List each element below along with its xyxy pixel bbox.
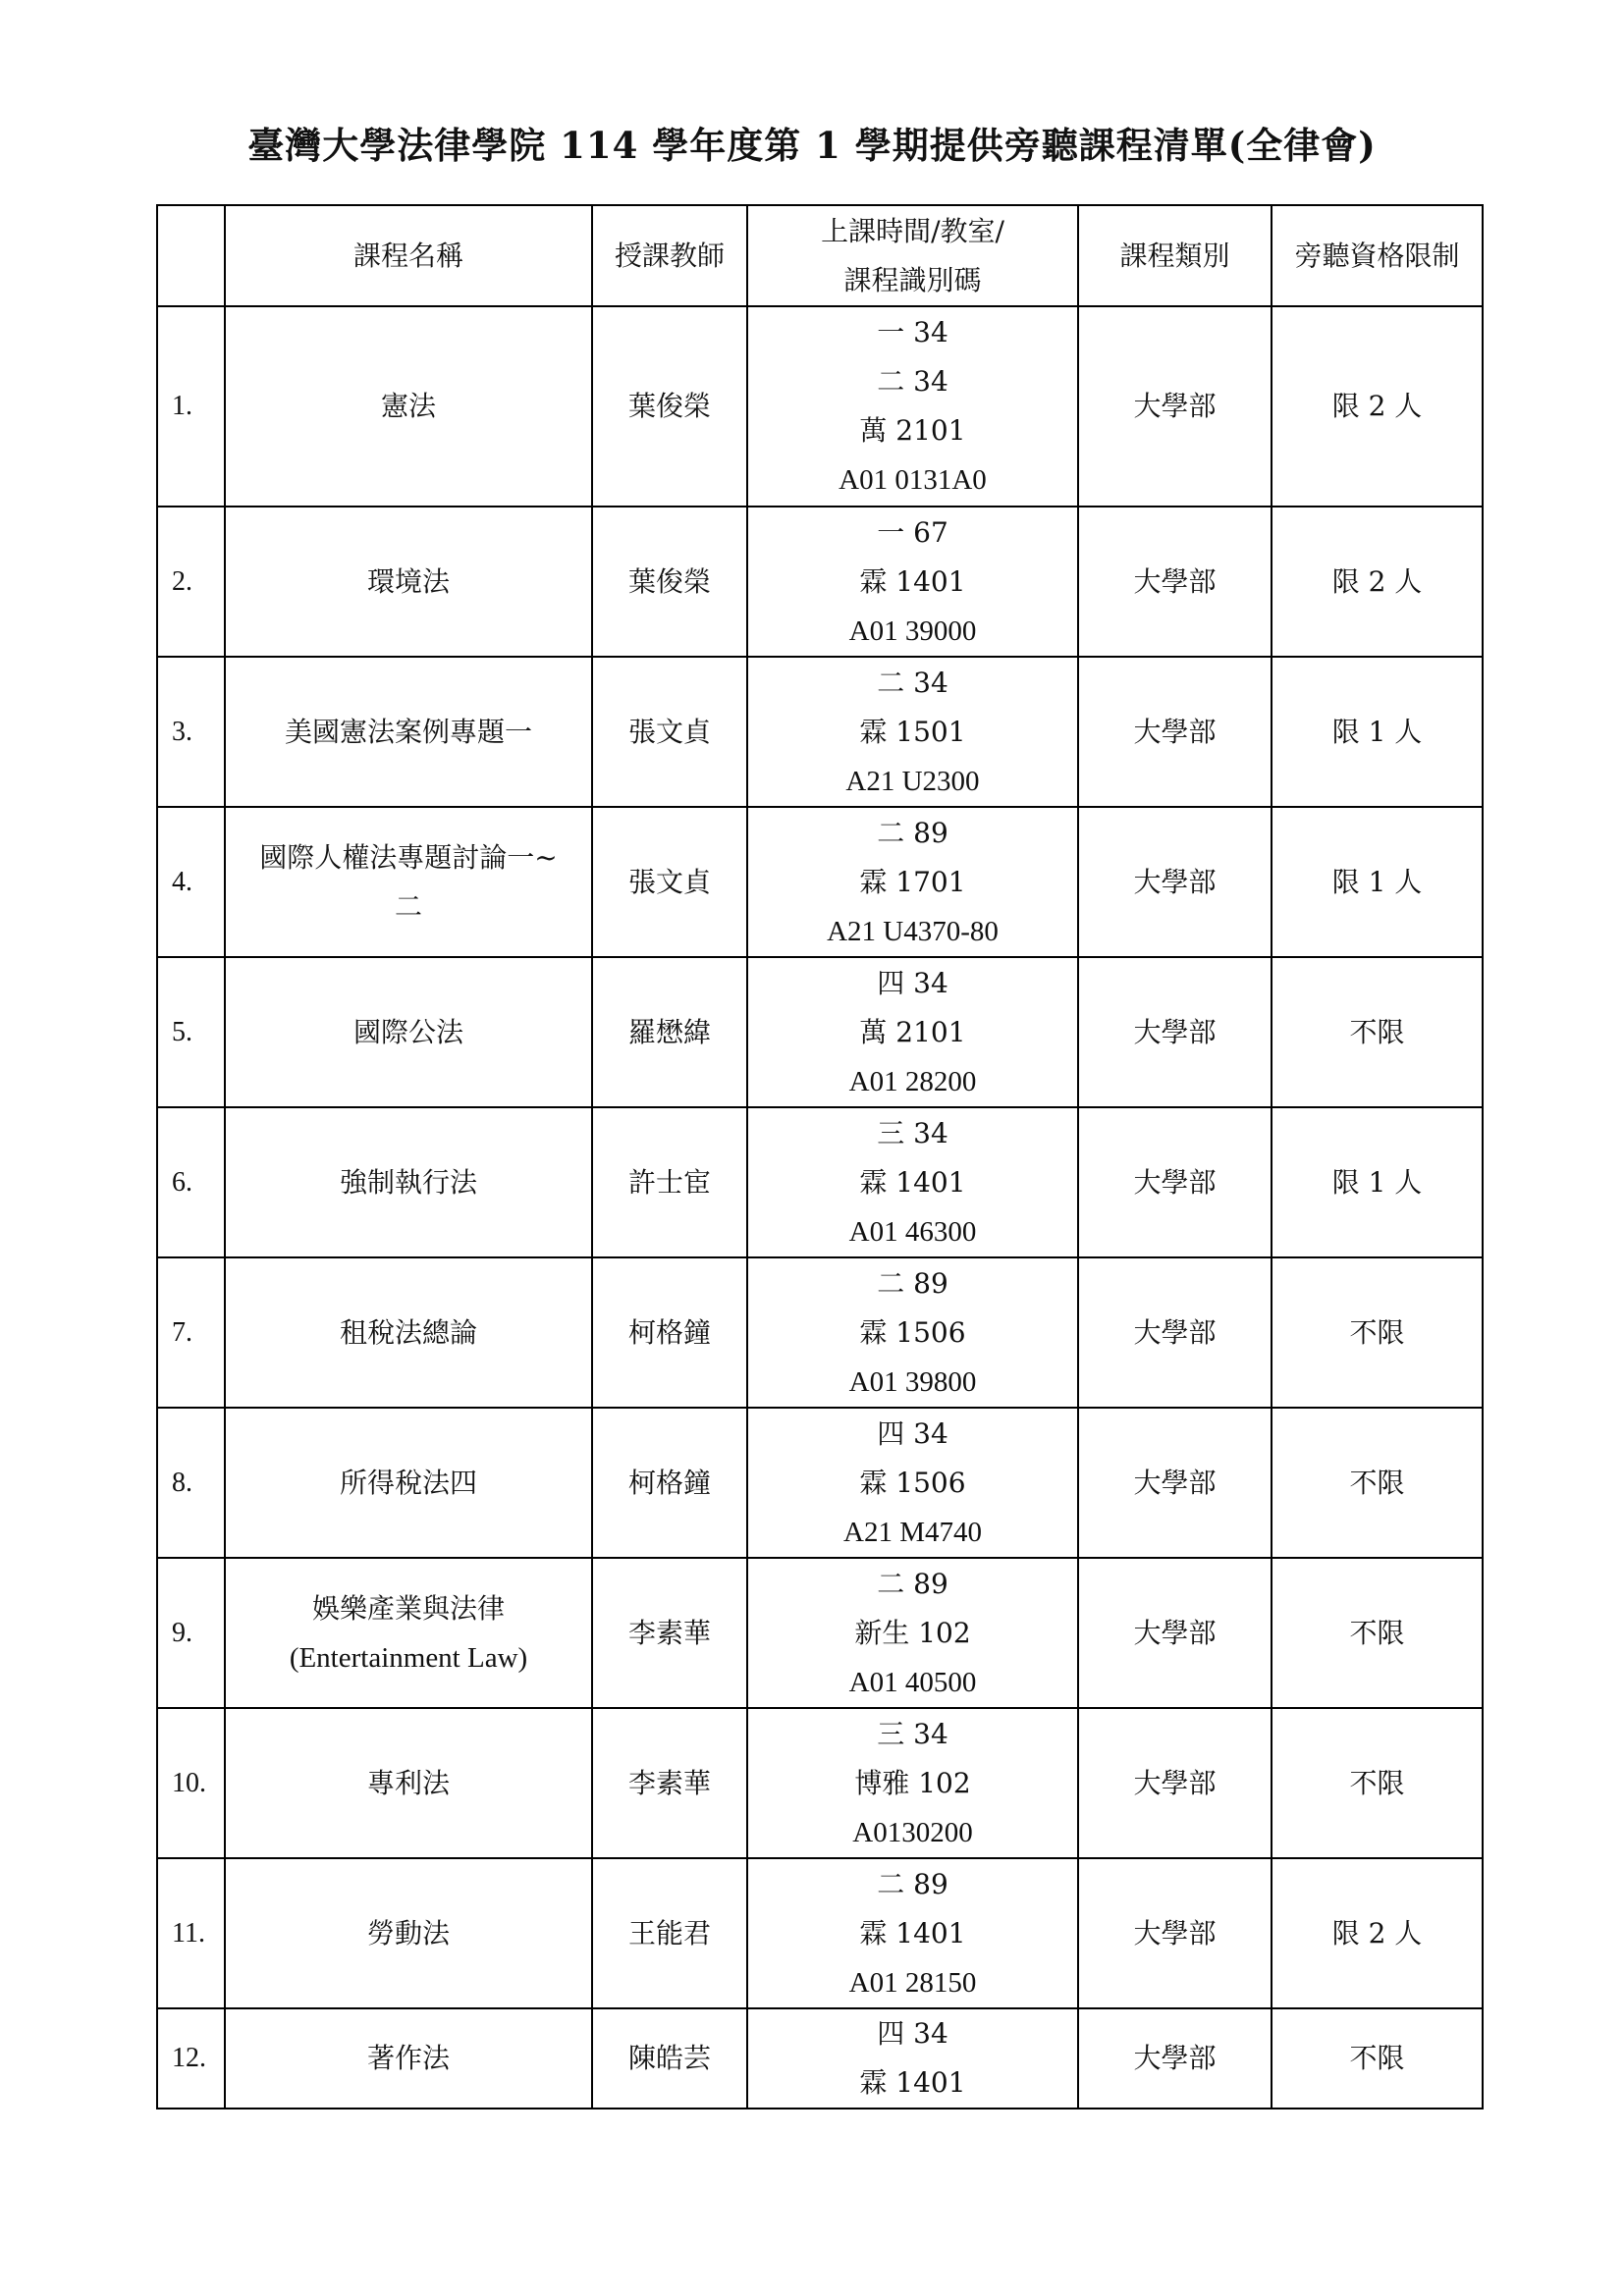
table-row bbox=[157, 1708, 1483, 1858]
course-time-line: 霖 1506 bbox=[859, 1466, 966, 1499]
row-number: 5. bbox=[157, 957, 225, 1107]
course-time-line: 霖 1401 bbox=[859, 1165, 966, 1199]
table-row bbox=[157, 957, 1483, 1107]
course-name-line: 強制執行法 bbox=[339, 1165, 477, 1199]
course-teacher: 李素華 bbox=[592, 1708, 747, 1858]
row-number: 2. bbox=[157, 507, 225, 657]
row-number: 12. bbox=[157, 2008, 225, 2109]
course-time-room-code bbox=[747, 1858, 1078, 2008]
course-time-line: 二 89 bbox=[877, 1266, 948, 1300]
course-name-line: (Entertainment Law) bbox=[289, 1641, 528, 1674]
row-number: 1. bbox=[157, 306, 225, 507]
course-time-room-code bbox=[747, 1107, 1078, 1257]
course-category: 大學部 bbox=[1078, 1257, 1272, 1408]
course-category: 大學部 bbox=[1078, 1107, 1272, 1257]
header-category: 課程類別 bbox=[1078, 205, 1272, 306]
course-time-room-code bbox=[747, 1558, 1078, 1708]
course-category: 大學部 bbox=[1078, 657, 1272, 807]
row-number: 6. bbox=[157, 1107, 225, 1257]
course-name bbox=[225, 957, 592, 1107]
course-time-room-code bbox=[747, 957, 1078, 1107]
course-time-line: A21 U2300 bbox=[845, 765, 980, 797]
course-time-line: A01 28200 bbox=[848, 1065, 977, 1097]
course-name-line: 著作法 bbox=[366, 2042, 450, 2074]
course-name-line: 勞動法 bbox=[366, 1916, 450, 1949]
course-time-line: 霖 1401 bbox=[859, 2066, 966, 2099]
course-name-line: 租稅法總論 bbox=[339, 1315, 477, 1349]
course-time-line: 霖 1506 bbox=[859, 1315, 966, 1349]
course-time-line: 霖 1401 bbox=[859, 1916, 966, 1949]
course-teacher: 張文貞 bbox=[592, 657, 747, 807]
course-time-line: 霖 1701 bbox=[859, 865, 966, 898]
course-teacher: 許士宦 bbox=[592, 1107, 747, 1257]
table-row bbox=[157, 306, 1483, 507]
course-category: 大學部 bbox=[1078, 306, 1272, 507]
course-time-line: 三 34 bbox=[877, 1116, 948, 1149]
course-time-line: A0130200 bbox=[852, 1816, 973, 1848]
course-name-line: 憲法 bbox=[380, 390, 436, 422]
course-teacher: 張文貞 bbox=[592, 807, 747, 957]
course-teacher: 柯格鐘 bbox=[592, 1257, 747, 1408]
audit-limit: 不限 bbox=[1272, 2008, 1483, 2109]
header-num bbox=[157, 205, 225, 306]
course-time-room-code bbox=[747, 1408, 1078, 1558]
course-time-line: 二 89 bbox=[877, 816, 948, 849]
course-teacher: 李素華 bbox=[592, 1558, 747, 1708]
course-category: 大學部 bbox=[1078, 507, 1272, 657]
course-time-line: 四 34 bbox=[877, 966, 948, 999]
course-name bbox=[225, 1408, 592, 1558]
course-time-line: A01 0131A0 bbox=[839, 464, 987, 496]
course-name bbox=[225, 1558, 592, 1708]
header-audit-limit: 旁聽資格限制 bbox=[1272, 205, 1483, 306]
course-name bbox=[225, 507, 592, 657]
header-course-name: 課程名稱 bbox=[225, 205, 592, 306]
course-time-line: A01 39000 bbox=[848, 614, 977, 647]
table-row bbox=[157, 1858, 1483, 2008]
table-row bbox=[157, 1558, 1483, 1708]
course-category: 大學部 bbox=[1078, 807, 1272, 957]
course-table bbox=[156, 204, 1484, 2109]
course-name-line: 環境法 bbox=[366, 564, 450, 598]
course-time-line: A21 U4370-80 bbox=[827, 915, 999, 947]
header-time-line2: 課程識別碼 bbox=[843, 263, 982, 296]
audit-limit: 不限 bbox=[1272, 1558, 1483, 1708]
table-header-row bbox=[157, 205, 1483, 306]
course-time-room-code bbox=[747, 306, 1078, 507]
course-time-line: 博雅 102 bbox=[854, 1766, 971, 1799]
course-time-line: 四 34 bbox=[877, 2017, 948, 2050]
course-teacher: 葉俊榮 bbox=[592, 306, 747, 507]
audit-limit: 不限 bbox=[1272, 1408, 1483, 1558]
course-time-line: A01 46300 bbox=[848, 1215, 977, 1248]
table-row bbox=[157, 1107, 1483, 1257]
row-number: 3. bbox=[157, 657, 225, 807]
course-teacher: 羅懋緯 bbox=[592, 957, 747, 1107]
course-category: 大學部 bbox=[1078, 1858, 1272, 2008]
header-time-line1: 上課時間/教室/ bbox=[821, 214, 1004, 247]
course-name bbox=[225, 306, 592, 507]
audit-limit: 不限 bbox=[1272, 1257, 1483, 1408]
table-row bbox=[157, 1408, 1483, 1558]
audit-limit: 不限 bbox=[1272, 957, 1483, 1107]
audit-limit: 限 2 人 bbox=[1272, 1858, 1483, 2008]
course-time-line: A01 40500 bbox=[848, 1666, 977, 1698]
course-category: 大學部 bbox=[1078, 2008, 1272, 2109]
course-time-line: 新生 102 bbox=[854, 1616, 971, 1649]
course-time-line: A01 28150 bbox=[848, 1966, 977, 1999]
row-number: 9. bbox=[157, 1558, 225, 1708]
course-time-line: 霖 1501 bbox=[859, 715, 966, 748]
course-name bbox=[225, 2008, 592, 2109]
row-number: 11. bbox=[157, 1858, 225, 2008]
course-category: 大學部 bbox=[1078, 1408, 1272, 1558]
course-time-room-code bbox=[747, 1257, 1078, 1408]
audit-limit: 限 1 人 bbox=[1272, 657, 1483, 807]
course-name-line: 國際公法 bbox=[352, 1015, 463, 1048]
header-time-room-code bbox=[747, 205, 1078, 306]
course-name bbox=[225, 1858, 592, 2008]
audit-limit: 限 1 人 bbox=[1272, 1107, 1483, 1257]
course-time-line: 萬 2101 bbox=[859, 414, 966, 447]
course-time-room-code bbox=[747, 2008, 1078, 2109]
course-teacher: 柯格鐘 bbox=[592, 1408, 747, 1558]
course-category: 大學部 bbox=[1078, 957, 1272, 1107]
course-category: 大學部 bbox=[1078, 1558, 1272, 1708]
course-time-line: 二 34 bbox=[877, 666, 948, 699]
row-number: 8. bbox=[157, 1408, 225, 1558]
table-row bbox=[157, 507, 1483, 657]
course-time-room-code bbox=[747, 507, 1078, 657]
audit-limit: 不限 bbox=[1272, 1708, 1483, 1858]
course-name-line: 專利法 bbox=[366, 1766, 450, 1799]
course-time-line: A21 M4740 bbox=[843, 1516, 982, 1548]
table-row bbox=[157, 1257, 1483, 1408]
table-row bbox=[157, 2008, 1483, 2109]
course-name-line: 娛樂產業與法律 bbox=[311, 1591, 505, 1625]
audit-limit: 限 2 人 bbox=[1272, 507, 1483, 657]
course-name-line: 美國憲法案例專題一 bbox=[284, 715, 532, 748]
table-row bbox=[157, 807, 1483, 957]
course-category: 大學部 bbox=[1078, 1708, 1272, 1858]
row-number: 7. bbox=[157, 1257, 225, 1408]
course-name bbox=[225, 657, 592, 807]
course-time-room-code bbox=[747, 807, 1078, 957]
header-teacher: 授課教師 bbox=[592, 205, 747, 306]
course-time-room-code bbox=[747, 657, 1078, 807]
course-time-line: 二 89 bbox=[877, 1867, 948, 1900]
course-time-line: A01 39800 bbox=[848, 1365, 977, 1398]
audit-limit: 限 1 人 bbox=[1272, 807, 1483, 957]
course-time-line: 一 67 bbox=[877, 515, 948, 549]
course-time-line: 三 34 bbox=[877, 1717, 948, 1750]
course-name-line: 二 bbox=[394, 889, 422, 923]
course-time-line: 萬 2101 bbox=[859, 1015, 966, 1048]
course-name-line: 國際人權法專題討論一~ bbox=[259, 840, 558, 874]
course-teacher: 王能君 bbox=[592, 1858, 747, 2008]
row-number: 10. bbox=[157, 1708, 225, 1858]
course-time-room-code bbox=[747, 1708, 1078, 1858]
course-name bbox=[225, 807, 592, 957]
course-teacher: 葉俊榮 bbox=[592, 507, 747, 657]
course-name-line: 所得稅法四 bbox=[339, 1466, 477, 1499]
audit-limit: 限 2 人 bbox=[1272, 306, 1483, 507]
course-time-line: 二 89 bbox=[877, 1567, 948, 1600]
table-body bbox=[157, 306, 1483, 2109]
course-time-line: 霖 1401 bbox=[859, 564, 966, 598]
course-teacher: 陳皓芸 bbox=[592, 2008, 747, 2109]
course-name bbox=[225, 1708, 592, 1858]
course-time-line: 一 34 bbox=[877, 316, 948, 348]
row-number: 4. bbox=[157, 807, 225, 957]
course-name bbox=[225, 1257, 592, 1408]
course-time-line: 四 34 bbox=[877, 1416, 948, 1450]
table-row bbox=[157, 657, 1483, 807]
course-time-line: 二 34 bbox=[877, 365, 948, 398]
course-name bbox=[225, 1107, 592, 1257]
document-title: 臺灣大學法律學院 114 學年度第 1 學期提供旁聽課程清單(全律會) bbox=[247, 124, 1377, 167]
